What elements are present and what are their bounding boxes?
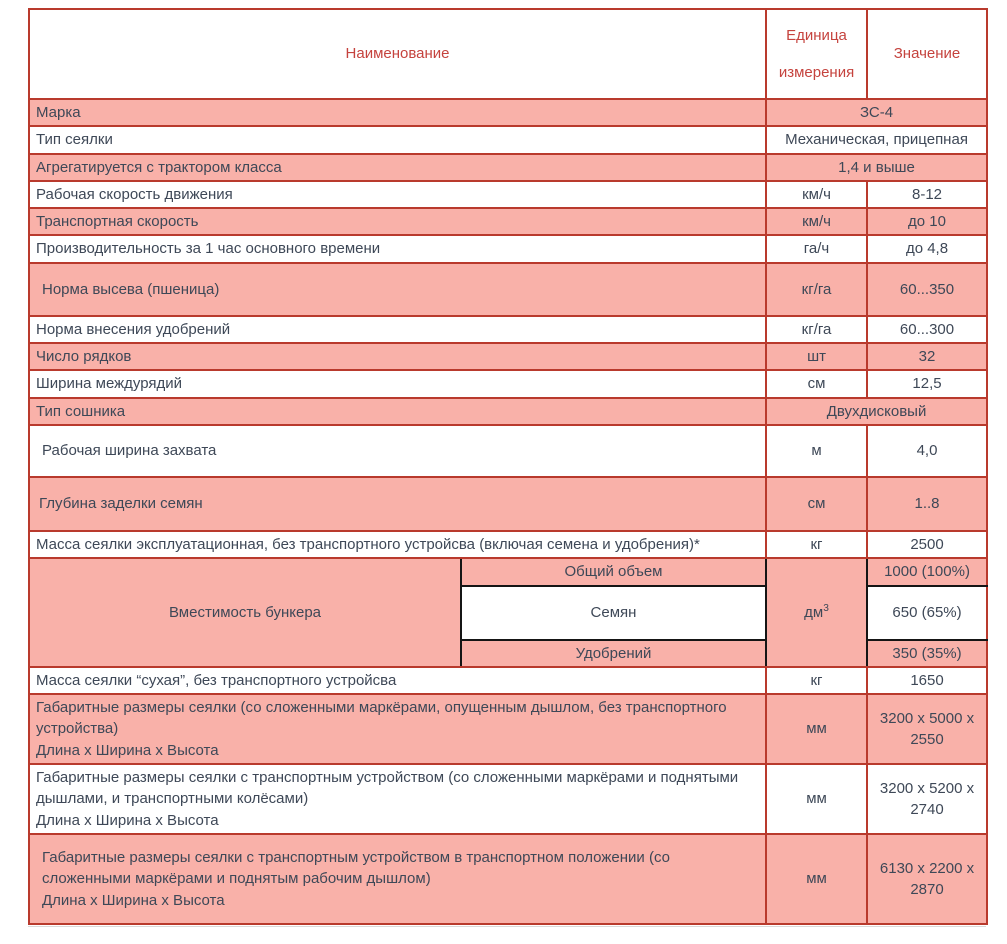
spec-name-dims: Длина х Ширина х Высота bbox=[42, 891, 225, 909]
spec-name: Норма высева (пшеница) bbox=[29, 263, 766, 316]
spec-value: 3200 х 5000 х 2550 bbox=[867, 694, 987, 764]
table-row bbox=[29, 398, 987, 425]
spec-name: Марка bbox=[29, 99, 766, 126]
divider bbox=[28, 926, 986, 927]
spec-value: 60...300 bbox=[867, 316, 987, 343]
header-name-cell: Наименование bbox=[29, 9, 766, 99]
bunker-label: Семян bbox=[461, 586, 766, 640]
spec-unit: см bbox=[766, 370, 867, 397]
header-unit-line1: Единица bbox=[786, 26, 847, 44]
spec-unit: см bbox=[766, 477, 867, 531]
spec-value: Двухдисковый bbox=[766, 398, 987, 425]
spec-value: Механическая, прицепная bbox=[766, 126, 987, 153]
spec-value: 8-12 bbox=[867, 181, 987, 208]
header-unit-cell bbox=[766, 9, 867, 99]
spec-value: 3200 х 5200 х 2740 bbox=[867, 764, 987, 834]
table-row bbox=[29, 316, 987, 343]
bunker-unit-sup: 3 bbox=[823, 602, 829, 614]
spec-unit: га/ч bbox=[766, 235, 867, 262]
spec-value: 2500 bbox=[867, 531, 987, 558]
spec-unit: мм bbox=[766, 694, 867, 764]
table-row bbox=[29, 181, 987, 208]
spec-name: Тип сошника bbox=[29, 398, 766, 425]
bunker-label: Удобрений bbox=[461, 640, 766, 667]
specs-table bbox=[28, 8, 988, 925]
bunker-label: Общий объем bbox=[461, 558, 766, 585]
spec-name: Производительность за 1 час основного времени bbox=[29, 235, 766, 262]
bunker-unit-base: дм bbox=[804, 603, 824, 621]
header-unit-line2: измерения bbox=[778, 64, 855, 81]
spec-name bbox=[29, 834, 766, 924]
spec-name-desc: Габаритные размеры сеялки с транспортным устройством в транспортном положении (со сложенными маркёрами и поднятым рабочим дышлом) bbox=[42, 848, 670, 888]
table-row bbox=[29, 208, 987, 235]
spec-name-dims: Длина х Ширина х Высота bbox=[36, 741, 219, 759]
bunker-value: 350 (35%) bbox=[867, 640, 987, 667]
spec-value: 1650 bbox=[867, 667, 987, 694]
table-row bbox=[29, 667, 987, 694]
spec-unit: км/ч bbox=[766, 208, 867, 235]
table-row bbox=[29, 764, 987, 834]
spec-name: Ширина междурядий bbox=[29, 370, 766, 397]
spec-name-desc: Габаритные размеры сеялки с транспортным устройством (со сложенными маркёрами и поднятыми дышлами, и транспортными колёсами) bbox=[36, 769, 739, 808]
spec-unit: кг/га bbox=[766, 263, 867, 316]
table-row bbox=[29, 126, 987, 153]
table-row bbox=[29, 343, 987, 370]
table-row bbox=[29, 834, 987, 924]
header-value-cell: Значение bbox=[867, 9, 987, 99]
bunker-title-cell: Вместимость бункера bbox=[29, 558, 461, 667]
spec-name: Масса сеялки эксплуатационная, без транспортного устройсва (включая семена и удобрения)* bbox=[29, 531, 766, 558]
spec-name: Рабочая скорость движения bbox=[29, 181, 766, 208]
spec-name: Рабочая ширина захвата bbox=[29, 425, 766, 477]
bunker-value: 1000 (100%) bbox=[867, 558, 987, 585]
spec-value: 1,4 и выше bbox=[766, 154, 987, 181]
spec-name-dims: Длина х Ширина х Высота bbox=[36, 811, 219, 829]
spec-name: Масса сеялки “сухая”, без транспортного устройсва bbox=[29, 667, 766, 694]
spec-value: 1..8 bbox=[867, 477, 987, 531]
spec-name: Норма внесения удобрений bbox=[29, 316, 766, 343]
table-row bbox=[29, 531, 987, 558]
spec-unit: км/ч bbox=[766, 181, 867, 208]
spec-unit: шт bbox=[766, 343, 867, 370]
spec-value: 60...350 bbox=[867, 263, 987, 316]
spec-name: Транспортная скорость bbox=[29, 208, 766, 235]
spec-unit: мм bbox=[766, 764, 867, 834]
bunker-unit-cell bbox=[766, 558, 867, 667]
spec-name: Число рядков bbox=[29, 343, 766, 370]
spec-value: 6130 х 2200 х 2870 bbox=[867, 834, 987, 924]
table-row bbox=[29, 477, 987, 531]
spec-name bbox=[29, 694, 766, 764]
spec-unit: мм bbox=[766, 834, 867, 924]
table-row bbox=[29, 235, 987, 262]
spec-name: Тип сеялки bbox=[29, 126, 766, 153]
spec-unit: кг bbox=[766, 531, 867, 558]
spec-value: 32 bbox=[867, 343, 987, 370]
table-row bbox=[29, 370, 987, 397]
table-header-row bbox=[29, 9, 987, 99]
table-row bbox=[29, 425, 987, 477]
spec-value: до 10 bbox=[867, 208, 987, 235]
bunker-value: 650 (65%) bbox=[867, 586, 987, 640]
spec-name-desc: Габаритные размеры сеялки (со сложенными маркёрами, опущенным дышлом, без транспортного устройства) bbox=[36, 699, 727, 738]
spec-name: Агрегатируется с трактором класса bbox=[29, 154, 766, 181]
table-row bbox=[29, 694, 987, 764]
spec-value: до 4,8 bbox=[867, 235, 987, 262]
spec-unit: кг/га bbox=[766, 316, 867, 343]
table-row bbox=[29, 99, 987, 126]
spec-value: 12,5 bbox=[867, 370, 987, 397]
spec-name: Глубина заделки семян bbox=[29, 477, 766, 531]
table-row bbox=[29, 263, 987, 316]
spec-value: ЗС-4 bbox=[766, 99, 987, 126]
spec-value: 4,0 bbox=[867, 425, 987, 477]
spec-name bbox=[29, 764, 766, 834]
table-row bbox=[29, 154, 987, 181]
spec-unit: м bbox=[766, 425, 867, 477]
bunker-row-total bbox=[29, 558, 987, 585]
spec-unit: кг bbox=[766, 667, 867, 694]
